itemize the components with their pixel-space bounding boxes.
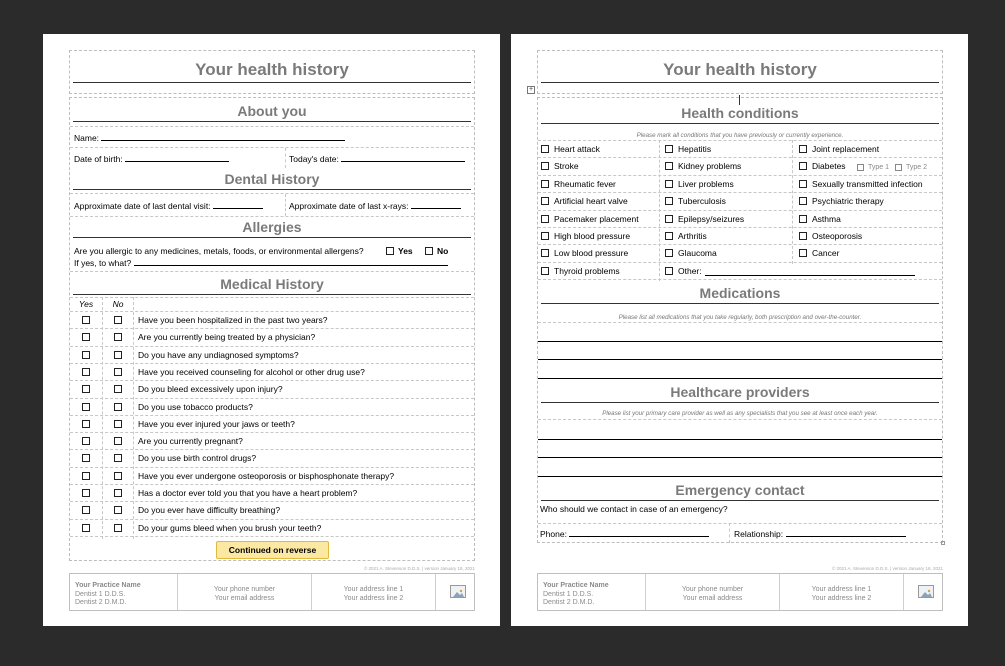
providers-rule [541,402,939,403]
emergency-phone-field[interactable] [540,528,709,540]
condition-label: Diabetes [812,161,846,172]
question-text: Have you ever undergone osteoporosis or bisphosphonate therapy? [138,470,395,481]
condition-label: Glaucoma [678,248,717,259]
last-visit-field[interactable] [74,200,263,212]
condition-checkbox[interactable] [665,162,673,170]
about-heading: About you [237,103,307,119]
question-text: Do you have any undiagnosed symptoms? [138,349,299,360]
row-divider [538,157,942,158]
dentist-1: Dentist 1 D.D.S. [75,590,126,598]
condition-label: Sexually transmitted infection [812,178,923,189]
condition-label: Joint replacement [812,144,880,154]
condition-label: Hepatitis [678,144,712,154]
medications-line-1[interactable] [538,341,942,342]
allergies-rule [73,237,471,238]
condition-label: High blood pressure [554,231,631,241]
page-title: Your health history [663,60,817,79]
medical-heading: Medical History [220,276,324,292]
conditions-note: Please mark all conditions that you have previously or currently experience. [636,132,844,139]
col-no-header: No [112,299,124,309]
condition-checkbox[interactable] [665,145,673,153]
dental-heading: Dental History [224,171,320,187]
yes-checkbox[interactable] [82,420,90,428]
address-line-1: Your address line 1 [811,586,872,593]
emergency-relationship-field[interactable] [734,528,906,540]
allergy-if-yes-label: If yes, to what? [74,258,132,268]
medical-rule [73,294,471,295]
footer-contact [178,574,312,610]
col-divider [792,140,793,264]
providers-line-3[interactable] [538,476,942,477]
condition-label: Stroke [554,161,579,172]
condition-checkbox[interactable] [799,180,807,188]
row-divider [538,140,942,141]
dentist-2: Dentist 2 D.M.D. [75,599,127,606]
footer-address [780,574,904,610]
row-divider [70,193,474,194]
dob-blank[interactable] [125,153,229,162]
today-blank[interactable] [341,153,465,162]
practice-email: Your email address [214,594,275,602]
yes-checkbox[interactable] [82,316,90,324]
condition-checkbox[interactable] [799,249,807,257]
condition-checkbox[interactable] [665,267,673,275]
last-visit-label: Approximate date of last dental visit: [74,201,211,211]
emergency-phone-label: Phone: [540,529,567,539]
row-divider [70,536,474,537]
footer [537,573,943,611]
question-text: Do you bleed excessively upon injury? [138,384,283,395]
no-checkbox[interactable] [114,454,122,462]
dentist-1: Dentist 1 D.D.S. [543,590,594,598]
row-divider [70,398,474,399]
question-text: Are you currently pregnant? [138,436,243,447]
dentist-2: Dentist 2 D.M.D. [543,599,595,606]
name-label: Name: [74,133,100,143]
last-xray-field[interactable] [289,200,461,212]
question-text: Do you ever have difficulty breathing? [138,505,281,516]
condition-checkbox[interactable] [541,267,549,275]
medications-line-3[interactable] [538,378,942,379]
row-divider [70,126,474,127]
question-text: Have you received counseling for alcohol or other drug use? [138,366,365,377]
col-divider [102,297,103,539]
copyright: © 2021 A. Stevenson D.D.S. | version January 18, 2021 [831,566,943,571]
table-move-handle-icon[interactable]: + [528,86,534,93]
condition-checkbox[interactable] [799,197,807,205]
condition-checkbox[interactable] [541,215,549,223]
condition-label: Kidney problems [678,161,742,172]
yes-checkbox[interactable] [82,489,90,497]
emergency-phone-blank[interactable] [569,528,709,537]
emergency-heading: Emergency contact [675,482,805,498]
dob-label: Date of birth: [74,154,123,164]
row-divider [538,419,942,420]
no-checkbox[interactable] [114,333,122,341]
condition-checkbox[interactable] [665,197,673,205]
allergies-heading: Allergies [242,219,302,235]
condition-label: Tuberculosis [678,196,726,207]
row-divider [538,279,942,280]
col-divider [133,297,134,539]
emergency-relationship-blank[interactable] [786,528,906,537]
about-rule [73,121,471,122]
no-checkbox[interactable] [114,489,122,497]
yes-checkbox[interactable] [82,454,90,462]
condition-checkbox[interactable] [541,180,549,188]
no-checkbox[interactable] [114,351,122,359]
condition-label: Artificial heart valve [554,196,628,207]
practice-phone: Your phone number [213,586,276,593]
yes-checkbox[interactable] [82,437,90,445]
last-visit-blank[interactable] [213,200,263,209]
no-checkbox[interactable] [114,472,122,480]
allergy-if-yes-field[interactable] [74,257,448,269]
text-cursor [739,95,740,105]
table-resize-handle-icon[interactable] [941,541,945,545]
condition-label: Pacemaker placement [554,213,639,224]
condition-checkbox[interactable] [799,162,807,170]
footer-practice [538,574,646,610]
dental-rule [73,189,471,190]
address-line-2: Your address line 2 [343,594,404,602]
today-field[interactable] [289,153,465,165]
row-divider [70,519,474,520]
yes-checkbox[interactable] [82,333,90,341]
no-checkbox[interactable] [114,506,122,514]
condition-label: Rheumatic fever [554,178,616,189]
no-checkbox[interactable] [114,368,122,376]
yes-checkbox[interactable] [82,472,90,480]
allergy-no-checkbox[interactable] [425,247,433,255]
allergy-if-yes-blank[interactable] [134,257,448,266]
row-divider [538,210,942,211]
row-divider [70,271,474,272]
condition-checkbox[interactable] [541,162,549,170]
condition-label: Heart attack [554,144,600,154]
condition-label: Asthma [812,213,841,224]
question-text: Are you currently being treated by a physician? [138,332,316,343]
condition-checkbox[interactable] [665,180,673,188]
allergy-no-label: No [437,246,449,256]
condition-checkbox[interactable] [665,215,673,223]
no-checkbox[interactable] [114,403,122,411]
row-divider [538,227,942,228]
allergy-question [74,246,364,257]
allergy-yes-checkbox[interactable] [386,247,394,255]
cell-divider [729,523,730,543]
footer-practice [70,574,178,610]
address-line-2: Your address line 2 [811,594,872,602]
question-text: Do you use tobacco products? [138,401,253,412]
question-text: Do your gums bleed when you brush your teeth? [138,522,322,533]
emergency-rule [541,500,939,501]
emergency-question: Who should we contact in case of an emergency? [540,504,728,514]
no-checkbox[interactable] [114,385,122,393]
row-divider [70,501,474,502]
name-blank[interactable] [101,132,345,141]
row-divider [70,449,474,450]
diabetes-type1-checkbox[interactable] [857,164,864,171]
footer [69,573,475,611]
row-divider [70,216,474,217]
image-placeholder-icon [918,585,934,598]
copyright: © 2021 A. Stevenson D.D.S. | version January 18, 2021 [363,566,475,571]
no-checkbox[interactable] [114,420,122,428]
condition-checkbox[interactable] [541,232,549,240]
row-divider [70,484,474,485]
last-xray-blank[interactable] [411,200,461,209]
providers-line-1[interactable] [538,439,942,440]
last-xray-label: Approximate date of last x-rays: [289,201,409,211]
footer-contact [646,574,780,610]
practice-name: Your Practice Name [75,582,141,589]
medications-note: Please list all medications that you take regularly, both prescription and over-the-counter. [618,314,862,321]
name-field[interactable] [74,132,345,144]
question-text: Has a doctor ever told you that you have a heart problem? [138,488,358,498]
cell-divider [285,194,286,216]
row-divider [70,415,474,416]
dob-field[interactable] [74,153,229,165]
providers-note: Please list your primary care provider as well as any specialists that you see at least once each year. [602,410,878,417]
today-label: Today's date: [289,154,339,164]
row-divider [538,244,942,245]
row-divider [538,322,942,323]
condition-checkbox[interactable] [541,197,549,205]
question-text: Have you been hospitalized in the past two years? [138,315,328,325]
row-divider [538,192,942,193]
footer-address [312,574,436,610]
row-divider [70,311,474,312]
medications-rule [541,303,939,304]
row-divider [70,346,474,347]
condition-checkbox[interactable] [541,145,549,153]
providers-line-2[interactable] [538,457,942,458]
conditions-rule [541,123,939,124]
diabetes-type2-checkbox[interactable] [895,164,902,171]
yes-checkbox[interactable] [82,403,90,411]
row-divider [538,523,942,524]
row-divider [70,432,474,433]
row-divider [70,467,474,468]
condition-label: Cancer [812,248,840,259]
address-line-1: Your address line 1 [343,586,404,593]
providers-heading: Healthcare providers [670,384,810,400]
condition-label: Low blood pressure [554,248,629,259]
continued-on-reverse-button[interactable]: Continued on reverse [216,541,329,559]
cell-divider [285,148,286,168]
yes-checkbox[interactable] [82,524,90,532]
medications-heading: Medications [699,285,781,301]
page-back [511,34,968,626]
condition-checkbox[interactable] [665,249,673,257]
practice-name: Your Practice Name [543,582,609,589]
other-condition-blank[interactable] [705,275,915,276]
condition-label: Epilepsy/seizures [678,213,745,224]
col-yes-header: Yes [78,299,94,309]
yes-checkbox[interactable] [82,506,90,514]
condition-label: Psychiatric therapy [812,196,884,207]
condition-checkbox[interactable] [541,249,549,257]
condition-label: Liver problems [678,178,734,189]
condition-label: Arthritis [678,231,707,241]
page-front [43,34,500,626]
condition-checkbox[interactable] [799,145,807,153]
condition-label: Thyroid problems [554,265,620,276]
emergency-relationship-label: Relationship: [734,529,784,539]
diabetes-type1-label: Type 1 [868,164,890,171]
allergy-question-text: Are you allergic to any medicines, metals, foods, or environmental allergens? [74,246,364,256]
practice-phone: Your phone number [681,586,744,593]
conditions-heading: Health conditions [681,105,799,121]
row-divider [70,328,474,329]
image-placeholder-icon [450,585,466,598]
question-text: Do you use birth control drugs? [138,453,257,464]
row-divider [538,175,942,176]
yes-checkbox[interactable] [82,351,90,359]
condition-checkbox[interactable] [665,232,673,240]
no-checkbox[interactable] [114,524,122,532]
page-title: Your health history [195,60,349,79]
row-divider [70,147,474,148]
row-divider [538,262,942,263]
yes-checkbox[interactable] [82,385,90,393]
no-checkbox[interactable] [114,316,122,324]
medications-line-2[interactable] [538,359,942,360]
question-text: Have you ever injured your jaws or teeth? [138,418,295,429]
condition-checkbox[interactable] [799,232,807,240]
practice-email: Your email address [682,594,743,602]
condition-label: Other: [678,265,702,276]
title-rule [541,82,939,83]
yes-checkbox[interactable] [82,368,90,376]
condition-checkbox[interactable] [799,215,807,223]
diabetes-type2-label: Type 2 [906,164,928,171]
row-divider [70,363,474,364]
condition-label: Osteoporosis [812,231,863,241]
row-divider [70,380,474,381]
allergy-yes-label: Yes [398,246,413,256]
row-divider [70,297,474,298]
title-rule [73,82,471,83]
no-checkbox[interactable] [114,437,122,445]
